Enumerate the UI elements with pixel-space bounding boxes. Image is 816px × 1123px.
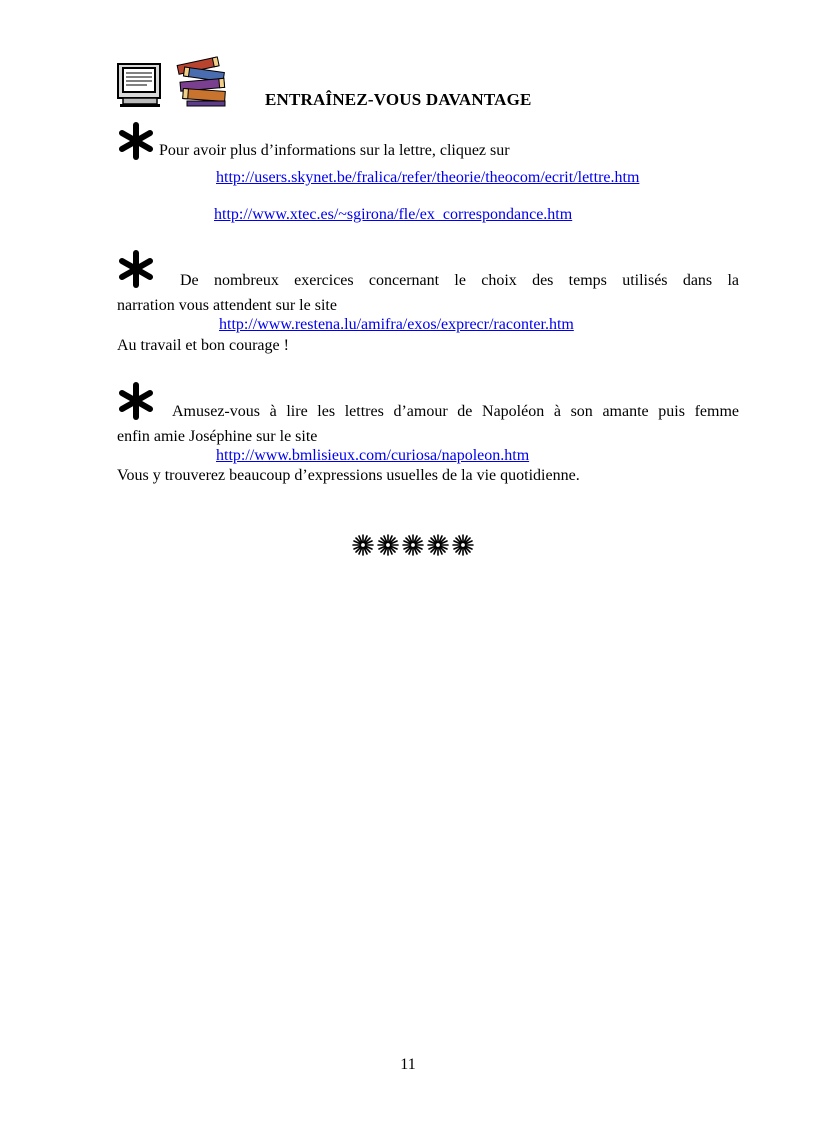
block3-closing: Vous y trouverez beaucoup d’expressions usuelles de la vie quotidienne.: [117, 467, 580, 484]
link-restena-raconter[interactable]: http://www.restena.lu/amifra/exos/exprecr/raconter.htm: [219, 316, 574, 333]
computer-monitor-icon: [117, 62, 163, 108]
asterisk-bullet-icon: [117, 122, 155, 160]
block2-text-line1: De nombreux exercices concernant le choix des temps utilisés dans la: [180, 272, 739, 289]
stack-of-books-icon: [175, 54, 235, 108]
snowflake-ornament-icon: [452, 534, 474, 556]
page-number: 11: [400, 1056, 416, 1073]
snowflake-ornament-icon: [402, 534, 424, 556]
separator-ornaments: [352, 534, 474, 556]
block3-text-line2: enfin amie Joséphine sur le site: [117, 428, 318, 445]
asterisk-bullet-icon: [117, 382, 155, 420]
link-xtec-correspondance[interactable]: http://www.xtec.es/~sgirona/fle/ex_correspondance.htm: [214, 206, 573, 223]
block1-text: Pour avoir plus d’informations sur la lettre, cliquez sur: [159, 142, 510, 159]
block2-text-line2: narration vous attendent sur le site: [117, 297, 337, 314]
section-title: ENTRAÎNEZ-VOUS DAVANTAGE: [265, 90, 532, 109]
link-bmlisieux-napoleon[interactable]: http://www.bmlisieux.com/curiosa/napoleon.htm: [216, 447, 530, 464]
block2-closing: Au travail et bon courage !: [117, 337, 289, 354]
snowflake-ornament-icon: [352, 534, 374, 556]
snowflake-ornament-icon: [377, 534, 399, 556]
snowflake-ornament-icon: [427, 534, 449, 556]
block3-text-line1: Amusez-vous à lire les lettres d’amour de Napoléon à son amante puis femme: [172, 403, 739, 420]
asterisk-bullet-icon: [117, 250, 155, 288]
link-skynet-lettre[interactable]: http://users.skynet.be/fralica/refer/theorie/theocom/ecrit/lettre.htm: [216, 169, 640, 186]
